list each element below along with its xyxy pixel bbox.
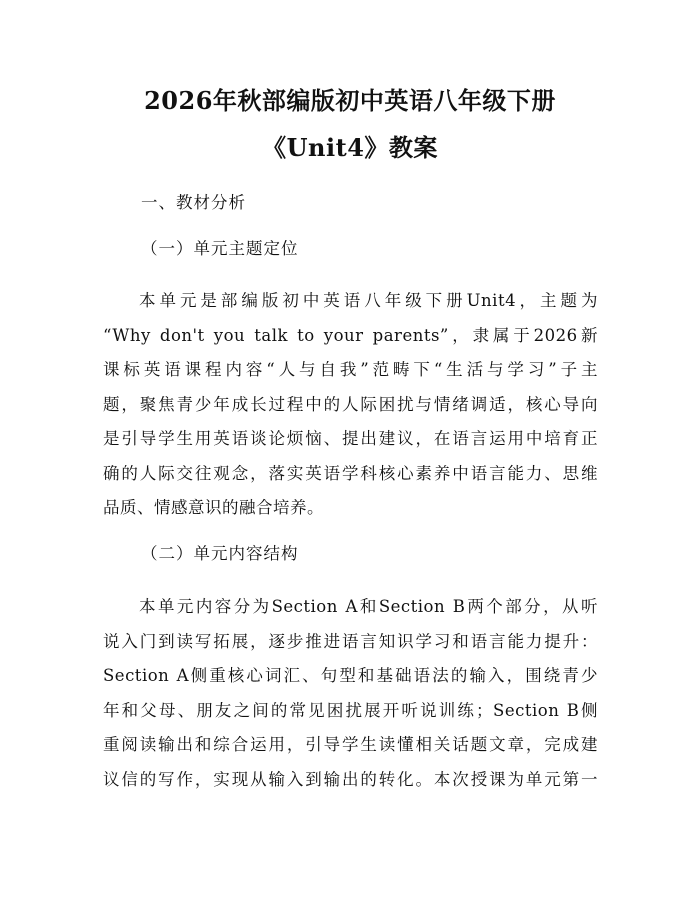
paragraph-line: 本单元内容分为Section A和Section B两个部分，从听 bbox=[139, 597, 598, 616]
paragraph-line: 题，聚焦青少年成长过程中的人际困扰与情绪调适，核心导向 bbox=[103, 394, 598, 414]
paragraph-line: 本单元是部编版初中英语八年级下册Unit4，主题为 bbox=[139, 291, 598, 310]
paragraph-line: 确的人际交往观念，落实英语学科核心素养中语言能力、思维 bbox=[103, 463, 598, 483]
section-heading-textbook-analysis: 一、教材分析 bbox=[141, 193, 246, 212]
subsection-heading-unit-theme: （一）单元主题定位 bbox=[141, 239, 299, 258]
paragraph-line: Section A侧重核心词汇、句型和基础语法的输入，围绕青少 bbox=[103, 666, 598, 685]
paragraph-line: 是引导学生用英语谈论烦恼、提出建议，在语言运用中培育正 bbox=[103, 429, 598, 448]
paragraph-line: 年和父母、朋友之间的常见困扰展开听说训练；Section B侧 bbox=[103, 700, 598, 720]
document-title-line-2: 《Unit4》教案 bbox=[262, 133, 438, 162]
document-title-line-1: 2026年秋部编版初中英语八年级下册 bbox=[144, 86, 556, 115]
subsection-heading-unit-structure: （二）单元内容结构 bbox=[141, 544, 299, 563]
paragraph-line: 议信的写作，实现从输入到输出的转化。本次授课为单元第一 bbox=[103, 769, 598, 789]
paragraph-line: 品质、情感意识的融合培养。 bbox=[103, 498, 324, 517]
paragraph-line: 重阅读输出和综合运用，引导学生读懂相关话题文章，完成建 bbox=[103, 735, 598, 754]
paragraph-unit-structure bbox=[103, 590, 598, 797]
paragraph-line: “Why don't you talk to your parents”，隶属于2026新 bbox=[103, 325, 598, 345]
paragraph-line: 课标英语课程内容“人与自我”范畴下“生活与学习”子主 bbox=[103, 360, 598, 379]
paragraph-unit-theme bbox=[103, 284, 598, 526]
paragraph-line: 说入门到读写拓展，逐步推进语言知识学习和语言能力提升： bbox=[103, 631, 598, 651]
